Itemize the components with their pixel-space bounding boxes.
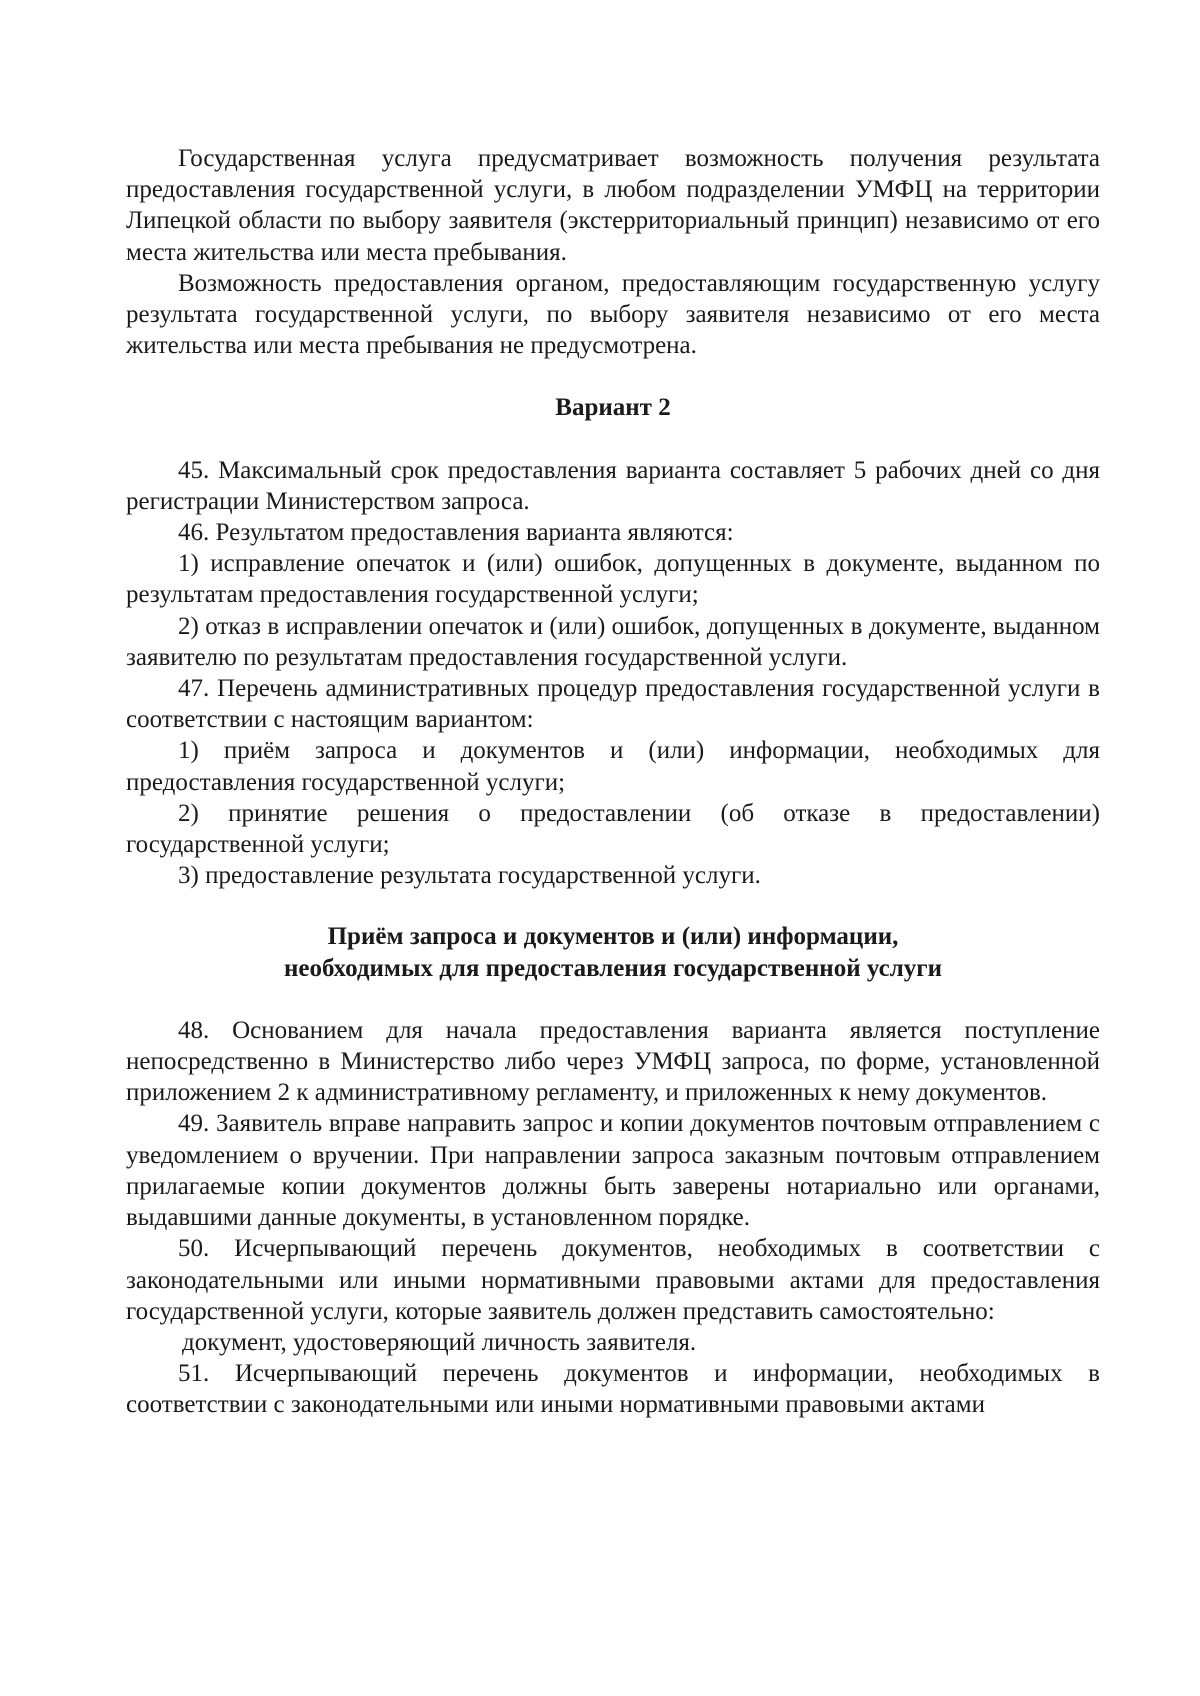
item-46-1: 1) исправление опечаток и (или) ошибок, допущенных в документе, выданном по результатам предоставления государственной услуги; — [126, 550, 1100, 609]
heading-section-line-2: необходимых для предоставления государственной услуги — [284, 954, 942, 982]
item-47: 47. Перечень административных процедур предоставления государственной услуги в соответствии с настоящим вариантом: — [126, 675, 1100, 734]
item-50: 50. Исчерпывающий перечень документов, необходимых в соответствии с законодательными или иными нормативными правовыми актами для предоставления государственной услуги, которые заявитель должен представить самостоятельно: — [126, 1235, 1100, 1325]
item-46-2: 2) отказ в исправлении опечаток и (или) ошибок, допущенных в документе, выданном заявителю по результатам предоставления государственной услуги. — [126, 612, 1100, 671]
heading-section — [126, 921, 1100, 983]
item-51: 51. Исчерпывающий перечень документов и информации, необходимых в соответствии с законодательными или иными нормативными правовыми актами — [126, 1360, 1100, 1419]
item-50-document: документ, удостоверяющий личность заявителя. — [182, 1328, 697, 1356]
paragraph-possibility: Возможность предоставления органом, предоставляющим государственную услугу результата государственной услуги, по выбору заявителя независимо от его места жительства или места пребывания не предусмотрена. — [126, 269, 1100, 360]
item-47-1: 1) приём запроса и документов и (или) информации, необходимых для предоставления государственной услуги; — [126, 737, 1100, 796]
paragraph-extraterritorial: Государственная услуга предусматривает возможность получения результата предоставления государственной услуги, в любом подразделении УМФЦ на территории Липецкой области по выбору заявителя (экстерриториальный принцип) независимо от его места жительства или места пребывания. — [126, 145, 1100, 266]
item-48: 48. Основанием для начала предоставления варианта является поступление непосредственно в Министерство либо через УМФЦ запроса, по форме, установленной приложением 2 к административному регламенту, и приложенных к нему документов. — [126, 1016, 1100, 1107]
item-46: 46. Результатом предоставления варианта являются: — [178, 519, 734, 547]
item-47-3: 3) предоставление результата государственной услуги. — [178, 862, 761, 890]
item-47-2: 2) принятие решения о предоставлении (об отказе в предоставлении) государственной услуги; — [126, 799, 1100, 859]
item-45: 45. Максимальный срок предоставления варианта составляет 5 рабочих дней со дня регистрации Министерством запроса. — [126, 456, 1100, 515]
document-body — [126, 143, 1100, 1421]
heading-section-line-1: Приём запроса и документов и (или) информации, — [327, 923, 899, 951]
heading-variant: Вариант 2 — [555, 394, 671, 422]
item-49: 49. Заявитель вправе направить запрос и копии документов почтовым отправлением с уведомлением о вручении. При направлении запроса заказным почтовым отправлением прилагаемые копии документов должны быть заверены нотариально или органами, выдавшими данные документы, в установленном порядке. — [126, 1110, 1100, 1232]
